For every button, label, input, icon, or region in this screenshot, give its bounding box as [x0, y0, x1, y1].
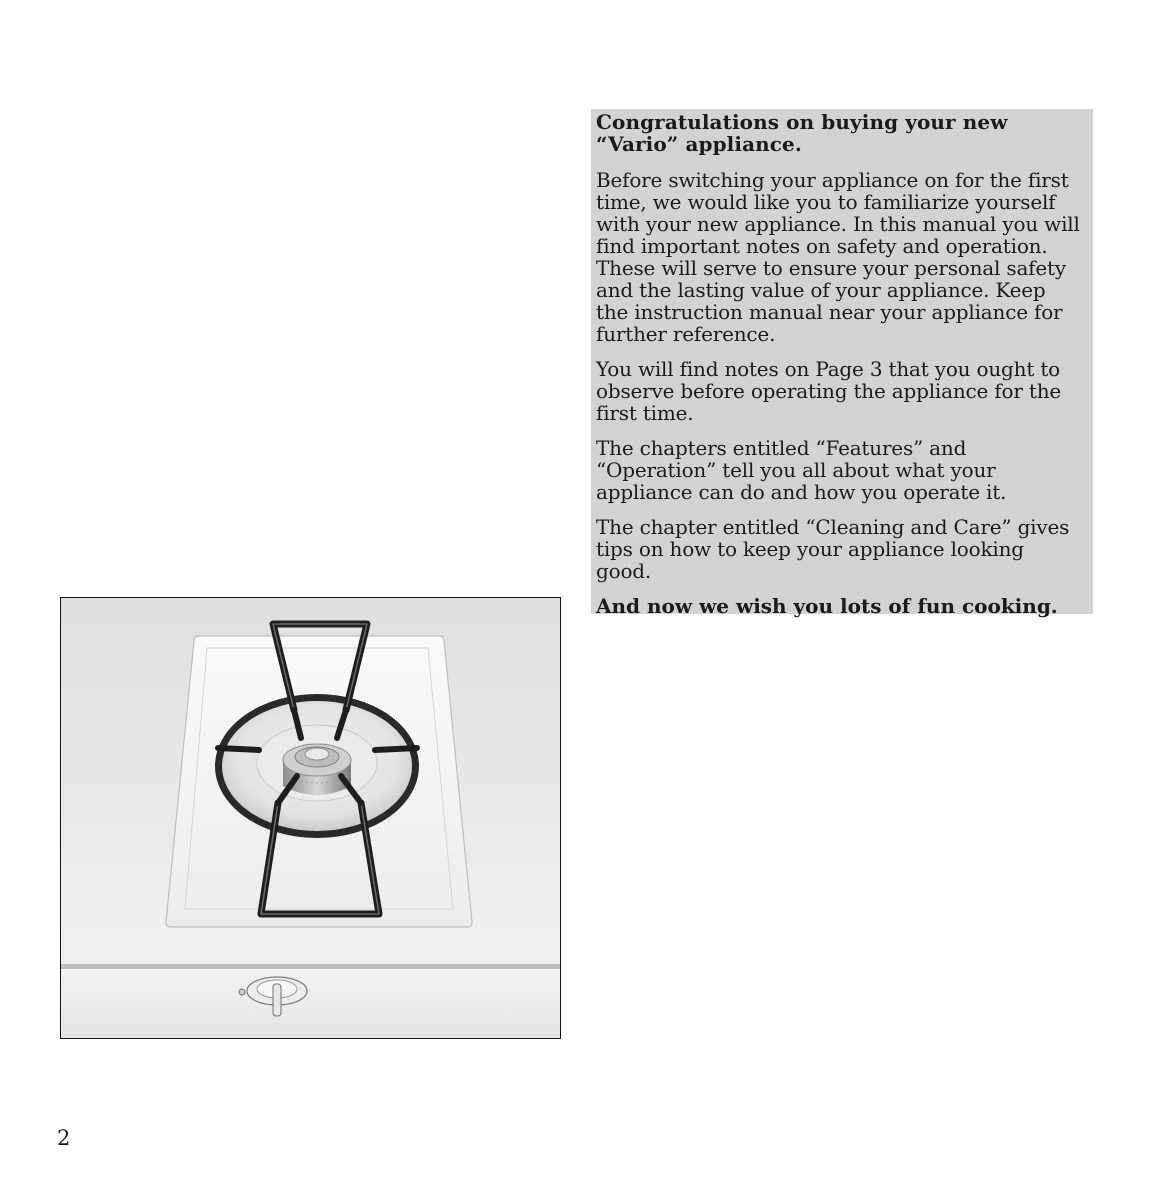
intro-heading [596, 111, 1083, 155]
intro-heading-line1: Congratulations on buying your new [596, 110, 1008, 134]
intro-paragraph-1: Before switching your appliance on for the first time, we would like you to familiarize yourself with your new appliance. In this manual you will find important notes on safety and operation. These will serve to ensure your personal safety and the lasting value of your appliance. Keep the instruction manual near your appliance for further reference. [596, 168, 1080, 346]
cooktop-illustration [60, 597, 561, 1039]
intro-paragraph-2: You will find notes on Page 3 that you ought to observe before operating the appliance for the first time. [596, 357, 1062, 425]
counter-front [61, 964, 560, 1038]
intro-paragraph-3: The chapters entitled “Features” and “Operation” tell you all about what your appliance can do and how you operate it. [596, 436, 1007, 504]
intro-box [591, 109, 1093, 618]
page-number: 2 [57, 1126, 71, 1150]
intro-closing: And now we wish you lots of fun cooking. [596, 594, 1058, 618]
intro-paragraph-4: The chapter entitled “Cleaning and Care” gives tips on how to keep your appliance looking good. [596, 515, 1070, 583]
intro-heading-line2: “Vario” appliance. [596, 132, 802, 156]
burner-head [283, 744, 351, 795]
